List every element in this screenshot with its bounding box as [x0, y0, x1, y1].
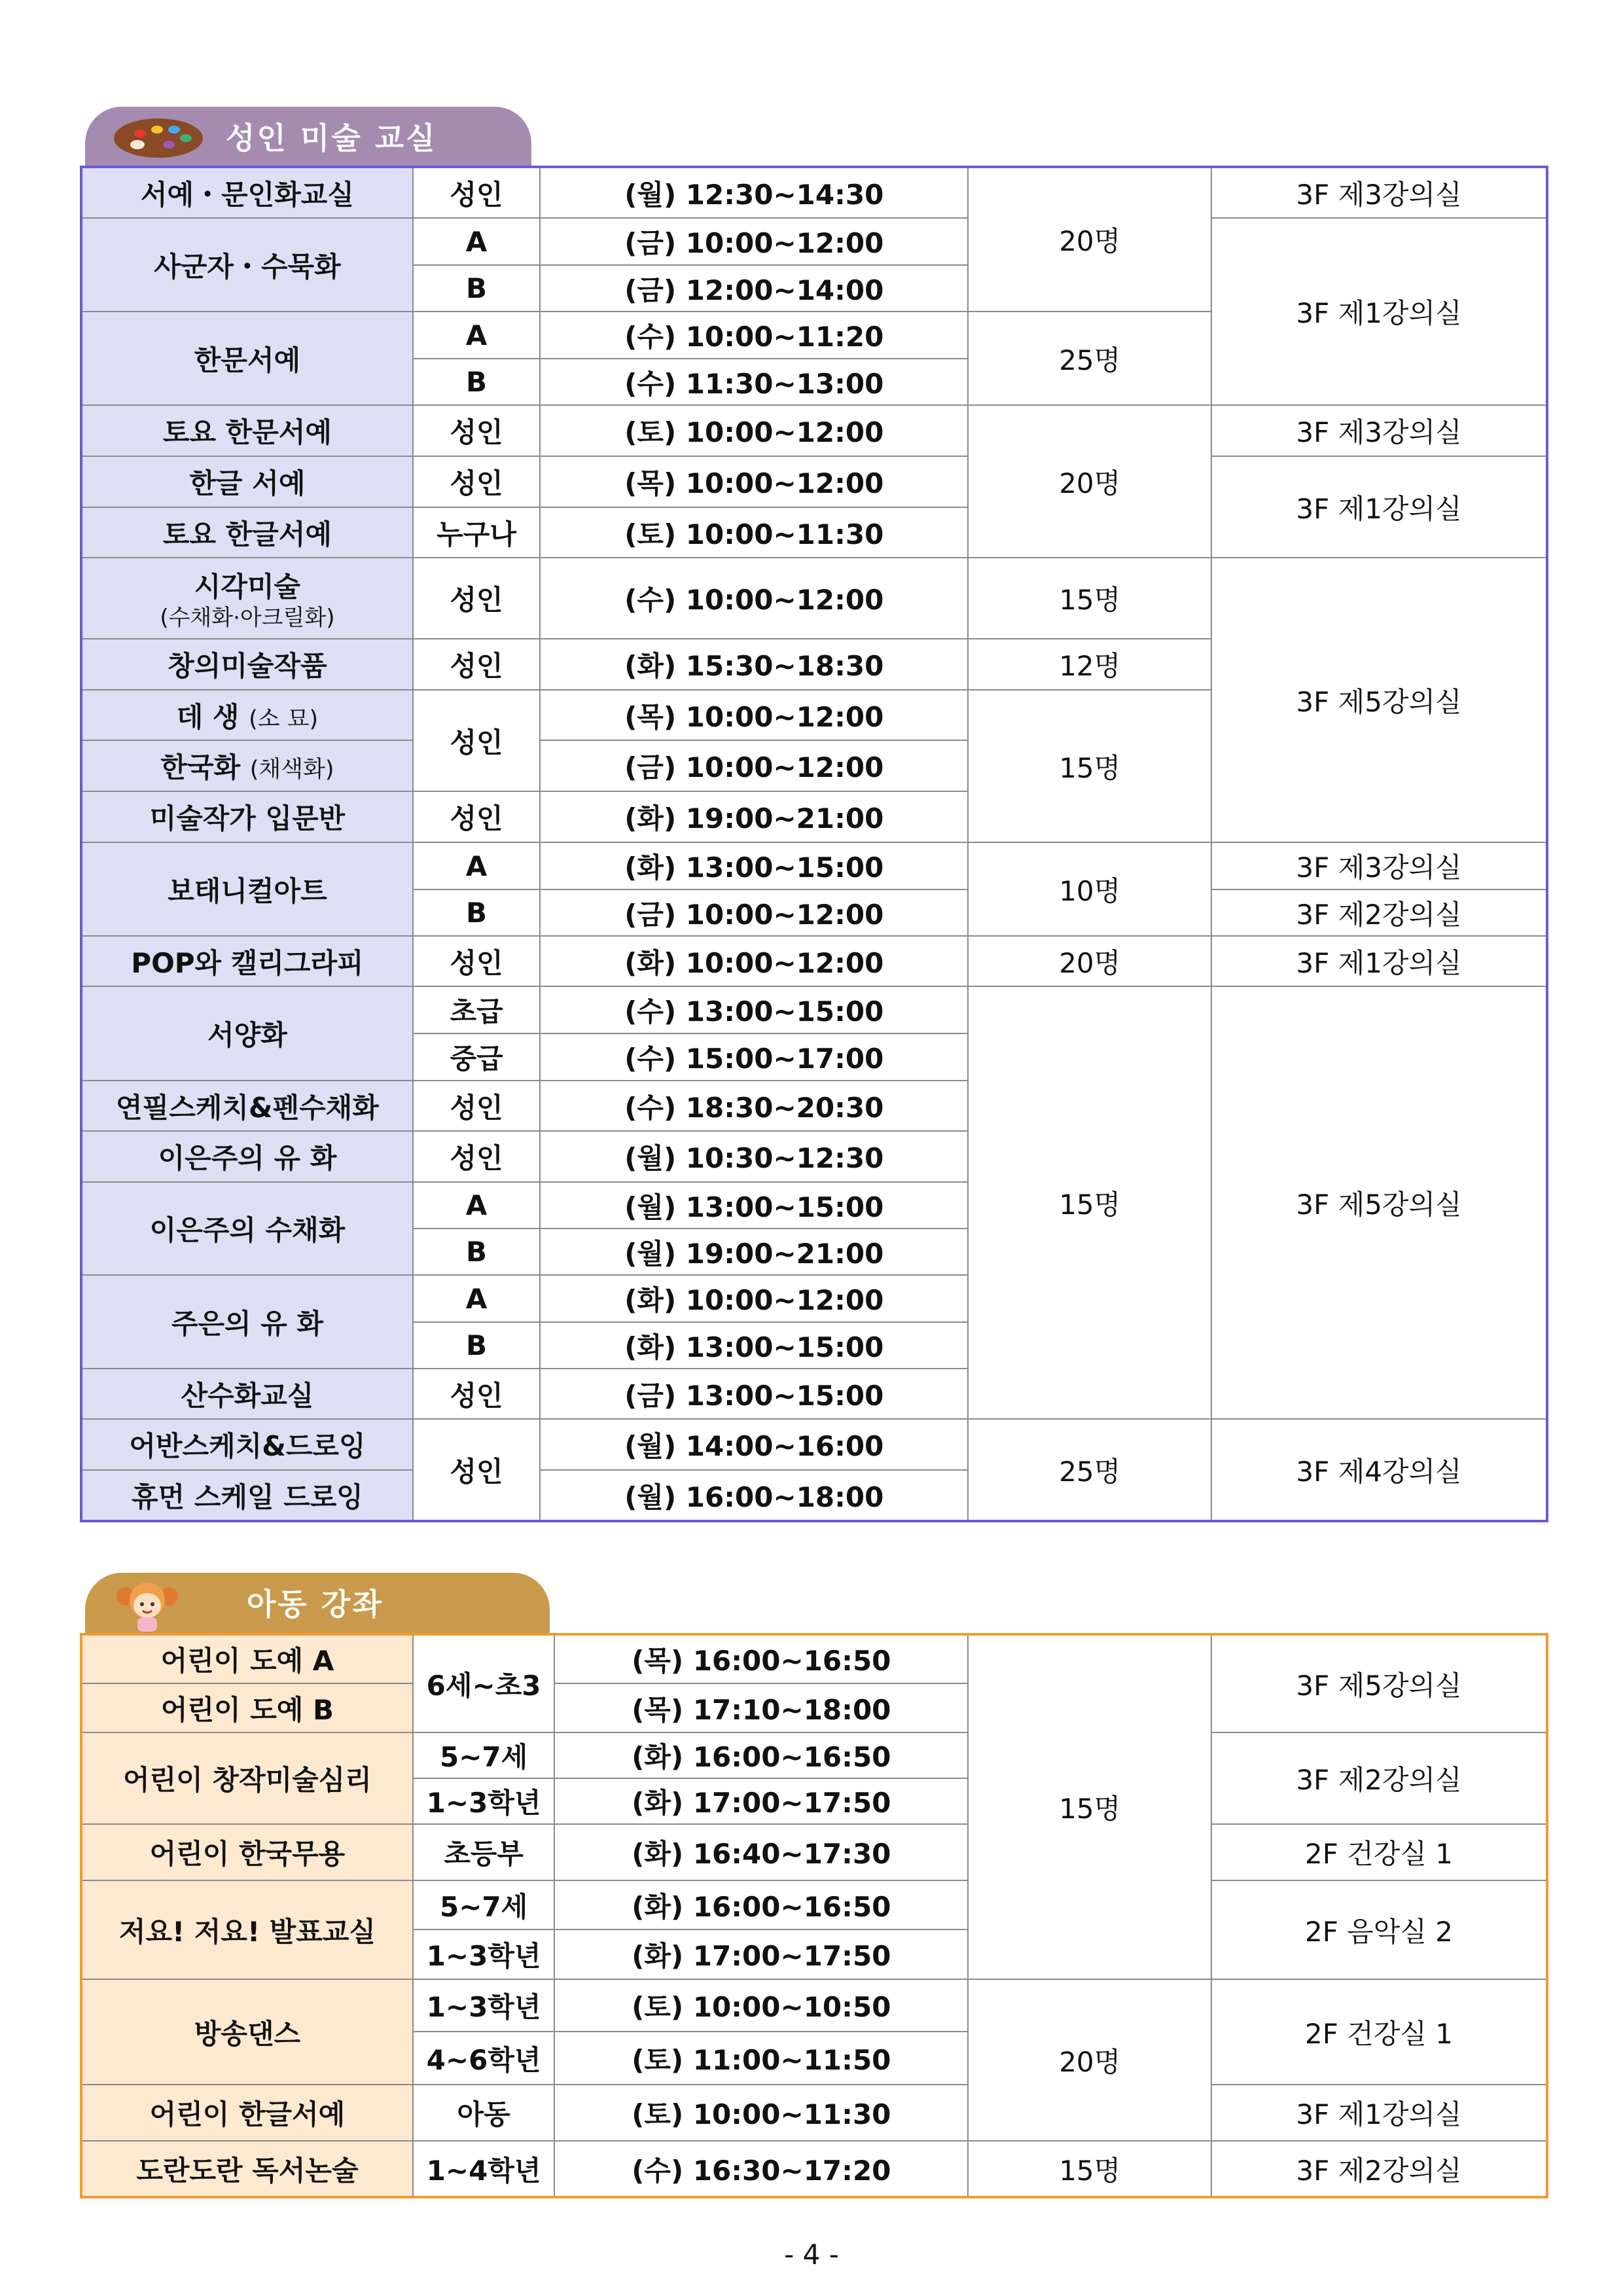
course-room: 2F 건강실 1	[1211, 1824, 1547, 1880]
course-time: (월) 10:30~12:30	[540, 1131, 968, 1182]
course-target: 성인	[413, 690, 540, 791]
course-target: B	[413, 359, 540, 405]
course-target: 4~6학년	[413, 2032, 554, 2085]
course-time: (화) 16:00~16:50	[554, 1732, 968, 1778]
course-time: (수) 10:00~11:20	[540, 312, 968, 359]
course-name: 어린이 한글서예	[81, 2085, 413, 2141]
course-name: 어린이 도예 B	[81, 1683, 413, 1732]
course-name-note: (채색화)	[249, 757, 334, 783]
course-capacity: 15명	[968, 558, 1211, 639]
course-name: 저요! 저요! 발표교실	[81, 1880, 413, 1979]
course-target: 성인	[413, 405, 540, 456]
course-time: (화) 10:00~12:00	[540, 936, 968, 986]
course-time: (토) 11:00~11:50	[554, 2032, 968, 2085]
course-capacity: 25명	[968, 312, 1211, 405]
course-time: (화) 17:00~17:50	[554, 1929, 968, 1979]
course-target: 5~7세	[413, 1880, 554, 1929]
course-name: 이은주의 수채화	[81, 1182, 413, 1275]
course-capacity: 25명	[968, 1419, 1211, 1521]
table-row	[81, 1824, 1547, 1880]
course-name: 토요 한문서예	[81, 405, 413, 456]
course-time: (목) 17:10~18:00	[554, 1683, 968, 1732]
course-target: 성인	[413, 1419, 540, 1521]
course-room: 3F 제4강의실	[1211, 1419, 1547, 1521]
course-capacity: 12명	[968, 639, 1211, 690]
child-schedule-table	[80, 1633, 1548, 2198]
child-section-title: 아동 강좌	[247, 1587, 383, 1622]
course-name: 어린이 도예 A	[81, 1634, 413, 1683]
course-time: (수) 13:00~15:00	[540, 986, 968, 1033]
course-name	[81, 558, 413, 639]
course-time: (월) 12:30~14:30	[540, 167, 968, 218]
course-room: 2F 음악실 2	[1211, 1880, 1547, 1979]
course-name-note: (소 묘)	[249, 706, 319, 732]
course-room: 3F 제2강의실	[1211, 889, 1547, 936]
table-row	[81, 218, 1547, 265]
course-target: 5~7세	[413, 1732, 554, 1778]
course-target: A	[413, 1182, 540, 1229]
course-room: 2F 건강실 1	[1211, 1979, 1547, 2085]
course-target: 1~4학년	[413, 2141, 554, 2197]
course-time: (화) 13:00~15:00	[540, 842, 968, 889]
table-row	[81, 986, 1547, 1033]
course-room: 3F 제1강의실	[1211, 218, 1547, 405]
course-target: 성인	[413, 791, 540, 842]
course-capacity: 20명	[968, 405, 1211, 558]
course-target: 성인	[413, 1131, 540, 1182]
course-time: (수) 10:00~12:00	[540, 558, 968, 639]
course-time: (수) 15:00~17:00	[540, 1033, 968, 1081]
course-room: 3F 제3강의실	[1211, 167, 1547, 218]
course-target: 아동	[413, 2085, 554, 2141]
course-target: 성인	[413, 558, 540, 639]
course-name	[81, 740, 413, 791]
course-time: (금) 12:00~14:00	[540, 265, 968, 312]
course-time: (금) 13:00~15:00	[540, 1369, 968, 1419]
course-target: 성인	[413, 456, 540, 507]
course-target: B	[413, 1229, 540, 1275]
table-row	[81, 1634, 1547, 1683]
course-name-main: 데 생	[176, 700, 240, 733]
course-time: (화) 19:00~21:00	[540, 791, 968, 842]
course-time: (목) 10:00~12:00	[540, 690, 968, 740]
course-time: (수) 18:30~20:30	[540, 1081, 968, 1131]
course-target: B	[413, 889, 540, 936]
course-time: (월) 13:00~15:00	[540, 1182, 968, 1229]
palette-icon	[111, 112, 209, 162]
course-name: 보태니컬아트	[81, 842, 413, 936]
course-target: 초등부	[413, 1824, 554, 1880]
course-name: 한문서예	[81, 312, 413, 405]
course-name: 도란도란 독서논술	[81, 2141, 413, 2197]
page-number: - 4 -	[784, 2238, 839, 2270]
course-target: 성인	[413, 1081, 540, 1131]
course-target: B	[413, 265, 540, 312]
table-row	[81, 167, 1547, 218]
table-row	[81, 936, 1547, 986]
course-target: A	[413, 842, 540, 889]
course-target: B	[413, 1322, 540, 1369]
child-character-icon	[111, 1578, 183, 1633]
course-name-main: 한국화	[160, 751, 241, 783]
course-room: 3F 제5강의실	[1211, 558, 1547, 842]
course-capacity: 15명	[968, 986, 1211, 1419]
course-time: (수) 16:30~17:20	[554, 2141, 968, 2197]
adult-schedule-table	[80, 166, 1548, 1522]
course-target: 중급	[413, 1033, 540, 1081]
adult-section-title: 성인 미술 교실	[226, 120, 437, 156]
course-capacity: 20명	[968, 167, 1211, 312]
course-name: 서양화	[81, 986, 413, 1081]
course-room: 3F 제5강의실	[1211, 986, 1547, 1419]
course-room: 3F 제1강의실	[1211, 936, 1547, 986]
course-time: (금) 10:00~12:00	[540, 740, 968, 791]
course-time: (화) 16:00~16:50	[554, 1880, 968, 1929]
course-name: 어린이 창작미술심리	[81, 1732, 413, 1824]
course-target: 누구나	[413, 507, 540, 558]
course-name: 산수화교실	[81, 1369, 413, 1419]
course-target: 6세~초3	[413, 1634, 554, 1732]
course-target: 성인	[413, 167, 540, 218]
course-capacity: 10명	[968, 842, 1211, 936]
course-target: A	[413, 1275, 540, 1322]
table-row	[81, 2141, 1547, 2197]
course-target: 성인	[413, 936, 540, 986]
course-target: 초급	[413, 986, 540, 1033]
table-row	[81, 558, 1547, 639]
course-time: (화) 17:00~17:50	[554, 1778, 968, 1824]
course-target: A	[413, 312, 540, 359]
adult-section-tab	[85, 107, 531, 167]
course-time: (화) 10:00~12:00	[540, 1275, 968, 1322]
course-room: 3F 제5강의실	[1211, 1634, 1547, 1732]
course-time: (토) 10:00~11:30	[554, 2085, 968, 2141]
course-time: (월) 14:00~16:00	[540, 1419, 968, 1470]
table-row	[81, 842, 1547, 889]
course-capacity: 15명	[968, 2141, 1211, 2197]
course-target: 성인	[413, 639, 540, 690]
table-row	[81, 456, 1547, 507]
course-name: 사군자・수묵화	[81, 218, 413, 312]
table-row	[81, 405, 1547, 456]
course-name-main: 시각미술	[194, 571, 301, 603]
course-name: 이은주의 유 화	[81, 1131, 413, 1182]
course-target: 1~3학년	[413, 1979, 554, 2032]
course-capacity: 20명	[968, 1979, 1211, 2141]
course-room: 3F 제1강의실	[1211, 456, 1547, 558]
course-name: 어린이 한국무용	[81, 1824, 413, 1880]
table-row	[81, 1880, 1547, 1929]
table-row	[81, 2085, 1547, 2141]
course-name: 서예・문인화교실	[81, 167, 413, 218]
course-name: 창의미술작품	[81, 639, 413, 690]
course-name	[81, 690, 413, 740]
course-name-sub: (수채화·아크릴화)	[160, 605, 335, 631]
course-time: (토) 10:00~11:30	[540, 507, 968, 558]
course-name: 연필스케치&펜수채화	[81, 1081, 413, 1131]
course-time: (토) 10:00~10:50	[554, 1979, 968, 2032]
course-time: (화) 15:30~18:30	[540, 639, 968, 690]
course-name: 한글 서예	[81, 456, 413, 507]
course-time: (금) 10:00~12:00	[540, 218, 968, 265]
course-time: (월) 19:00~21:00	[540, 1229, 968, 1275]
course-room: 3F 제2강의실	[1211, 1732, 1547, 1824]
course-time: (토) 10:00~12:00	[540, 405, 968, 456]
course-target: 1~3학년	[413, 1929, 554, 1979]
course-room: 3F 제3강의실	[1211, 405, 1547, 456]
table-row	[81, 1419, 1547, 1470]
course-time: (화) 16:40~17:30	[554, 1824, 968, 1880]
child-section-tab	[85, 1573, 550, 1633]
course-time: (화) 13:00~15:00	[540, 1322, 968, 1369]
course-target: A	[413, 218, 540, 265]
course-name: 미술작가 입문반	[81, 791, 413, 842]
course-capacity: 15명	[968, 1634, 1211, 1979]
course-capacity: 20명	[968, 936, 1211, 986]
course-room: 3F 제2강의실	[1211, 2141, 1547, 2197]
course-room: 3F 제1강의실	[1211, 2085, 1547, 2141]
course-time: (월) 16:00~18:00	[540, 1470, 968, 1521]
table-row	[81, 1732, 1547, 1778]
course-time: (금) 10:00~12:00	[540, 889, 968, 936]
course-name: 주은의 유 화	[81, 1275, 413, 1369]
course-time: (목) 16:00~16:50	[554, 1634, 968, 1683]
course-time: (수) 11:30~13:00	[540, 359, 968, 405]
course-target: 1~3학년	[413, 1778, 554, 1824]
course-name: 휴먼 스케일 드로잉	[81, 1470, 413, 1521]
course-name: 어반스케치&드로잉	[81, 1419, 413, 1470]
course-time: (목) 10:00~12:00	[540, 456, 968, 507]
course-capacity: 15명	[968, 690, 1211, 842]
course-target: 성인	[413, 1369, 540, 1419]
course-name: 방송댄스	[81, 1979, 413, 2085]
course-name: POP와 캘리그라피	[81, 936, 413, 986]
course-name: 토요 한글서예	[81, 507, 413, 558]
table-row	[81, 1979, 1547, 2032]
course-room: 3F 제3강의실	[1211, 842, 1547, 889]
